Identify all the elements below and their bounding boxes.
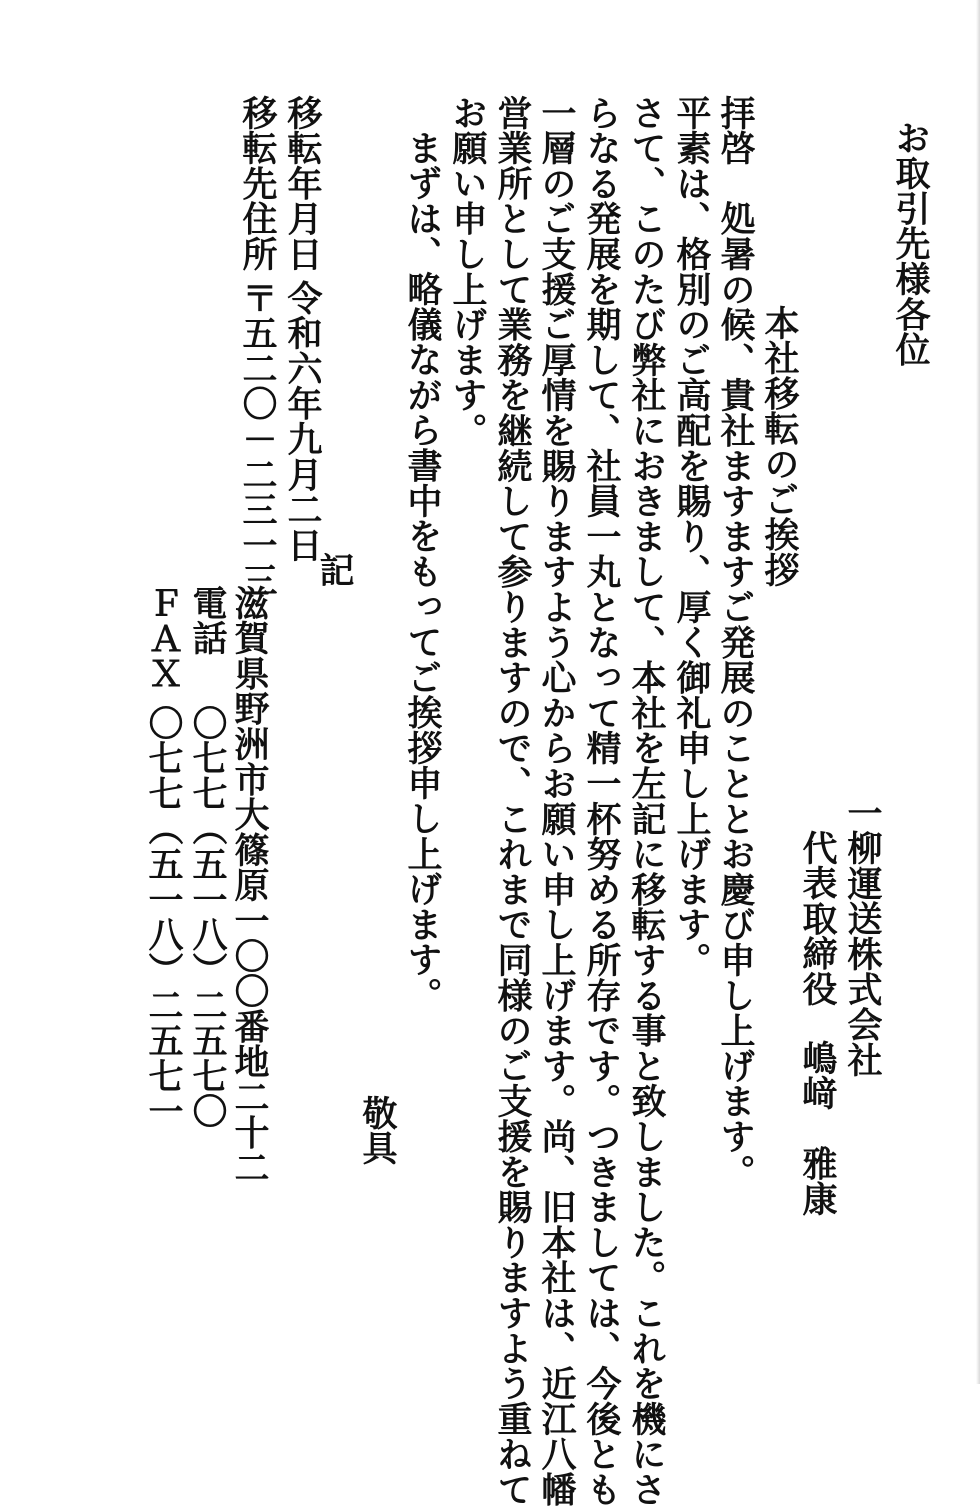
tel-label: 電話 <box>187 585 228 656</box>
move-date-label: 移転年月日 <box>282 95 323 272</box>
postal-code: 〒五二〇－二三一三 <box>237 280 278 598</box>
new-address-label: 移転先住所 <box>237 95 278 272</box>
addressee: お取引先様各位 <box>890 120 931 368</box>
page-edge-shadow <box>976 0 980 1384</box>
fax-label: ＦＡＸ <box>143 585 184 691</box>
body-line-7: お願い申し上げます。 <box>447 95 488 448</box>
new-address: 滋賀県野洲市大篠原一〇〇番地二十二 <box>229 585 270 1186</box>
body-line-8: まずは、略儀ながら書中をもってご挨拶申し上げます。 <box>402 130 443 1013</box>
tel-number: 〇七七（五一八）二五七〇 <box>187 705 228 1129</box>
subject-title: 本社移転のご挨拶 <box>759 305 800 588</box>
fax-number: 〇七七（五一八）二五七一 <box>143 705 184 1129</box>
closing-keigu: 敬具 <box>357 1095 398 1166</box>
body-line-6: 営業所として業務を継続して参りますので、これまで同様のご支援を賜りますよう重ねて <box>492 95 533 1507</box>
body-line-5: 一層のご支援ご厚情を賜りますよう心からお願い申し上げます。尚、旧本社は、近江八幡 <box>536 95 577 1507</box>
move-date-value: 令和六年九月二日 <box>282 280 323 563</box>
body-line-1: 拝啓 処暑の候、貴社ますますご発展のこととお慶び申し上げます。 <box>715 95 756 1190</box>
sender-name: 嶋﨑 雅康 <box>797 1040 838 1217</box>
body-line-3: さて、このたび弊社におきまして、本社を左記に移転する事と致しました。これを機にさ <box>626 95 667 1507</box>
sender-title: 代表取締役 <box>797 830 838 1007</box>
body-line-4: らなる発展を期して、社員一丸となって精一杯努める所存です。つきましては、今後とも <box>581 95 622 1507</box>
record-heading: 記 <box>314 552 355 588</box>
body-line-2: 平素は、格別のご高配を賜り、厚く御礼申し上げます。 <box>671 95 712 978</box>
sender-company: 一柳運送株式会社 <box>842 795 883 1078</box>
